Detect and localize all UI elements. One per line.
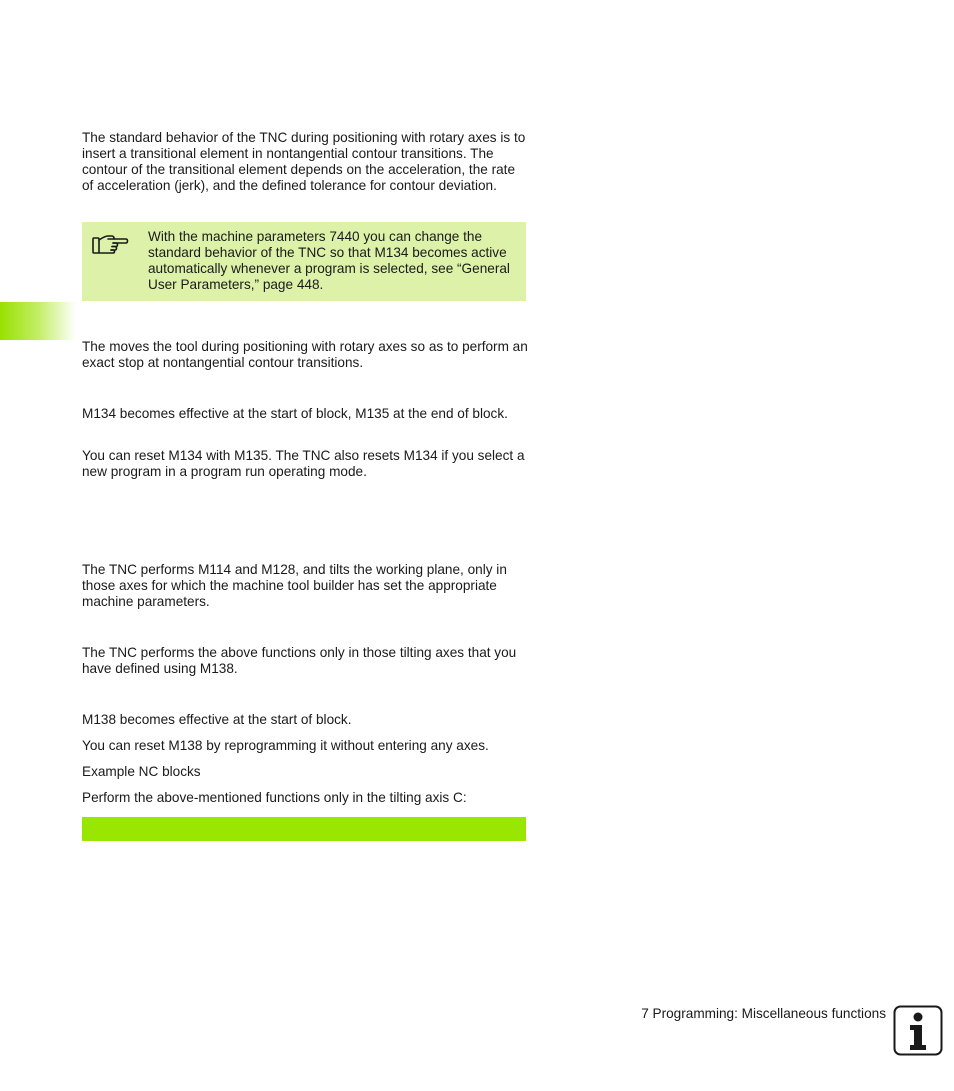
nc-block-table-header (82, 817, 526, 841)
paragraph-standard-tilt: The TNC performs M114 and M128, and tilts the working plane, only in those axes for which the machine tool builder has set the appropriate machine parameters. (82, 562, 507, 609)
paragraph-intro: The standard behavior of the TNC during positioning with rotary axes is to insert a transitional element in nontangential contour transitions. The contour of the transitional element depends on the acceleration, the rate of acceleration (jerk), and the defined tolerance for contour deviation. (82, 130, 526, 193)
paragraph-example-desc: Perform the above-mentioned functions only in the tilting axis C: (82, 790, 467, 805)
note-box (82, 222, 526, 301)
info-icon (893, 1005, 943, 1056)
paragraph-m138-behavior: The TNC performs the above functions only in those tilting axes that you have defined using M138. (82, 645, 517, 676)
paragraph-m138-effect: M138 becomes effective at the start of block. (82, 712, 352, 727)
paragraph-example-label: Example NC blocks (82, 764, 201, 779)
paragraph-m134-effect: M134 becomes effective at the start of block, M135 at the end of block. (82, 406, 508, 421)
pointing-hand-icon (92, 232, 130, 258)
paragraph-m134-reset: You can reset M134 with M135. The TNC also resets M134 if you select a new program in a program run operating mode. (82, 448, 525, 479)
chapter-footer: 7 Programming: Miscellaneous functions (641, 1006, 886, 1021)
chapter-side-tab (0, 302, 76, 340)
paragraph-m138-reset: You can reset M138 by reprogramming it without entering any axes. (82, 738, 489, 753)
note-text: With the machine parameters 7440 you can change the standard behavior of the TNC so that M134 becomes active automatically whenever a program is selected, see “General User Parameters,” page 448. (148, 229, 510, 292)
paragraph-m134-behavior: The moves the tool during positioning with rotary axes so as to perform an exact stop at nontangential contour transitions. (82, 339, 528, 370)
